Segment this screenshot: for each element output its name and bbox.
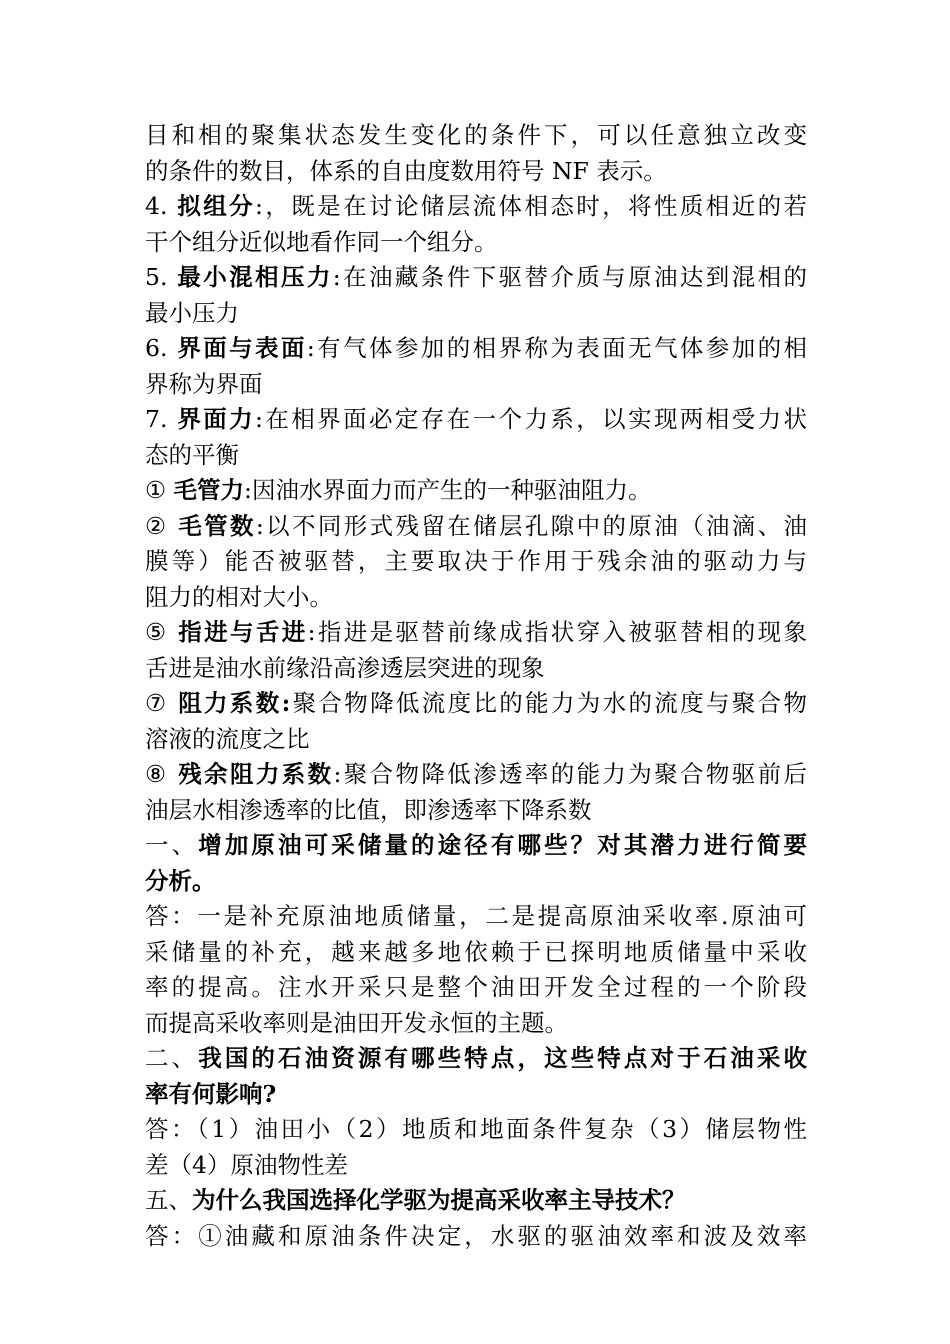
text-segment: :，既是在讨论储层流体相态时，将性质相近的若 [255, 192, 808, 220]
text-segment: 溶液的流度之比 [145, 724, 310, 753]
bold-term: 率有何影响? [145, 1079, 277, 1108]
text-line [145, 970, 807, 1006]
text-segment: ⑧ [145, 760, 179, 788]
text-segment: 答：①油藏和原油条件决定，水驱的驱油效率和波及效率 [145, 1221, 807, 1250]
text-line [145, 438, 807, 474]
bold-term: 分析。 [145, 866, 216, 895]
bold-term: 毛管力 [173, 476, 245, 504]
text-segment: :聚合物降低渗透率的能力为聚合物驱前后 [333, 760, 807, 788]
text-line [145, 864, 807, 900]
text-segment: :在相界面必定存在一个力系，以实现两相受力状 [255, 405, 808, 433]
bold-term: 最小混相压力 [177, 263, 333, 291]
bold-term: 毛管数 [178, 511, 256, 540]
text-segment: 6. [145, 334, 178, 362]
text-segment: :指进是驱替前缘成指状穿入被驱替相的现象 [307, 618, 808, 646]
text-line [145, 1112, 807, 1148]
text-segment: 差（4）原油物性差 [145, 1150, 348, 1179]
bold-term: 增加原油可采储量的途径有哪些？对其潜力进行简要 [198, 831, 808, 859]
text-line [145, 899, 807, 935]
text-line [145, 722, 807, 758]
text-segment: 答：（1）油田小（2）地质和地面条件复杂（3）储层物性 [145, 1115, 807, 1143]
text-line [145, 1041, 807, 1077]
text-segment: 二、 [145, 1044, 199, 1072]
bold-term: 阻力系数: [178, 689, 291, 717]
text-segment: 7. [145, 405, 178, 433]
text-line [145, 828, 807, 864]
text-segment: :因油水界面力而产生的一种驱油阻力。 [244, 476, 652, 504]
text-segment: 界称为界面 [145, 369, 263, 398]
text-segment: 最小压力 [145, 298, 239, 327]
text-line [145, 1006, 807, 1042]
text-segment: 膜等）能否被驱替，主要取决于作用于残余油的驱动力与 [145, 547, 807, 575]
text-segment: 采储量的补充，越来越多地依赖于已探明地质储量中采收 [145, 937, 807, 966]
text-segment: 率的提高。注水开采只是整个油田开发全过程的一个阶段 [145, 973, 807, 1001]
text-segment: 5. [145, 263, 178, 291]
text-line [145, 580, 807, 616]
text-segment: 而提高采收率则是油田开发永恒的主题。 [145, 1008, 568, 1037]
bold-term: 为什么我国选择化学驱为提高采收率主导技术？ [192, 1186, 686, 1214]
text-line [145, 1219, 807, 1255]
text-line [145, 154, 807, 190]
text-line [145, 331, 807, 367]
text-segment: :有气体参加的相界称为表面无气体参加的相 [306, 334, 808, 362]
bold-term: 界面力 [177, 405, 256, 433]
text-line [145, 296, 807, 332]
text-line [145, 651, 807, 687]
text-segment: ② [145, 511, 179, 540]
text-line [145, 189, 807, 225]
text-segment: 阻力的相对大小。 [145, 582, 333, 611]
text-segment: 态的平衡 [145, 440, 239, 469]
text-segment: :以不同形式残留在储层孔隙中的原油（油滴、油 [255, 511, 808, 540]
text-line [145, 1148, 807, 1184]
text-segment: ① [145, 476, 174, 504]
text-line [145, 935, 807, 971]
text-segment: 一、 [145, 831, 199, 859]
text-line [145, 686, 807, 722]
text-line [145, 615, 807, 651]
bold-term: 界面与表面 [177, 334, 307, 362]
text-line [145, 509, 807, 545]
text-segment: 答：一是补充原油地质储量，二是提高原油采收率.原油可 [145, 902, 807, 930]
document-page [145, 118, 807, 1254]
text-segment: 聚合物降低流度比的能力为水的流度与聚合物 [290, 689, 807, 717]
text-segment: 干个组分近似地看作同一个组分。 [145, 227, 498, 256]
bold-term: 残余阻力系数 [178, 760, 334, 788]
text-line [145, 757, 807, 793]
text-segment: 舌进是油水前缘沿高渗透层突进的现象 [145, 653, 545, 682]
text-line [145, 225, 807, 261]
bold-term: 拟组分 [177, 192, 256, 220]
text-segment: ⑤ [145, 618, 179, 646]
text-segment: 的条件的数目，体系的自由度数用符号 NF 表示。 [145, 156, 667, 185]
text-line [145, 260, 807, 296]
bold-term: 我国的石油资源有哪些特点，这些特点对于石油采收 [198, 1044, 808, 1072]
text-line [145, 793, 807, 829]
text-segment: 油层水相渗透率的比值，即渗透率下降系数 [145, 795, 592, 824]
text-line [145, 118, 807, 154]
text-line [145, 402, 807, 438]
text-line [145, 544, 807, 580]
text-segment: 4. [145, 192, 178, 220]
text-line [145, 367, 807, 403]
text-segment: :在油藏条件下驱替介质与原油达到混相的 [332, 263, 808, 291]
text-line [145, 473, 807, 509]
text-line [145, 1183, 807, 1219]
text-segment: 五、 [145, 1186, 192, 1214]
text-segment: ⑦ [145, 689, 179, 717]
text-segment: 目和相的聚集状态发生变化的条件下，可以任意独立改变 [145, 121, 807, 149]
text-line [145, 1077, 807, 1113]
bold-term: 指进与舌进 [178, 618, 308, 646]
